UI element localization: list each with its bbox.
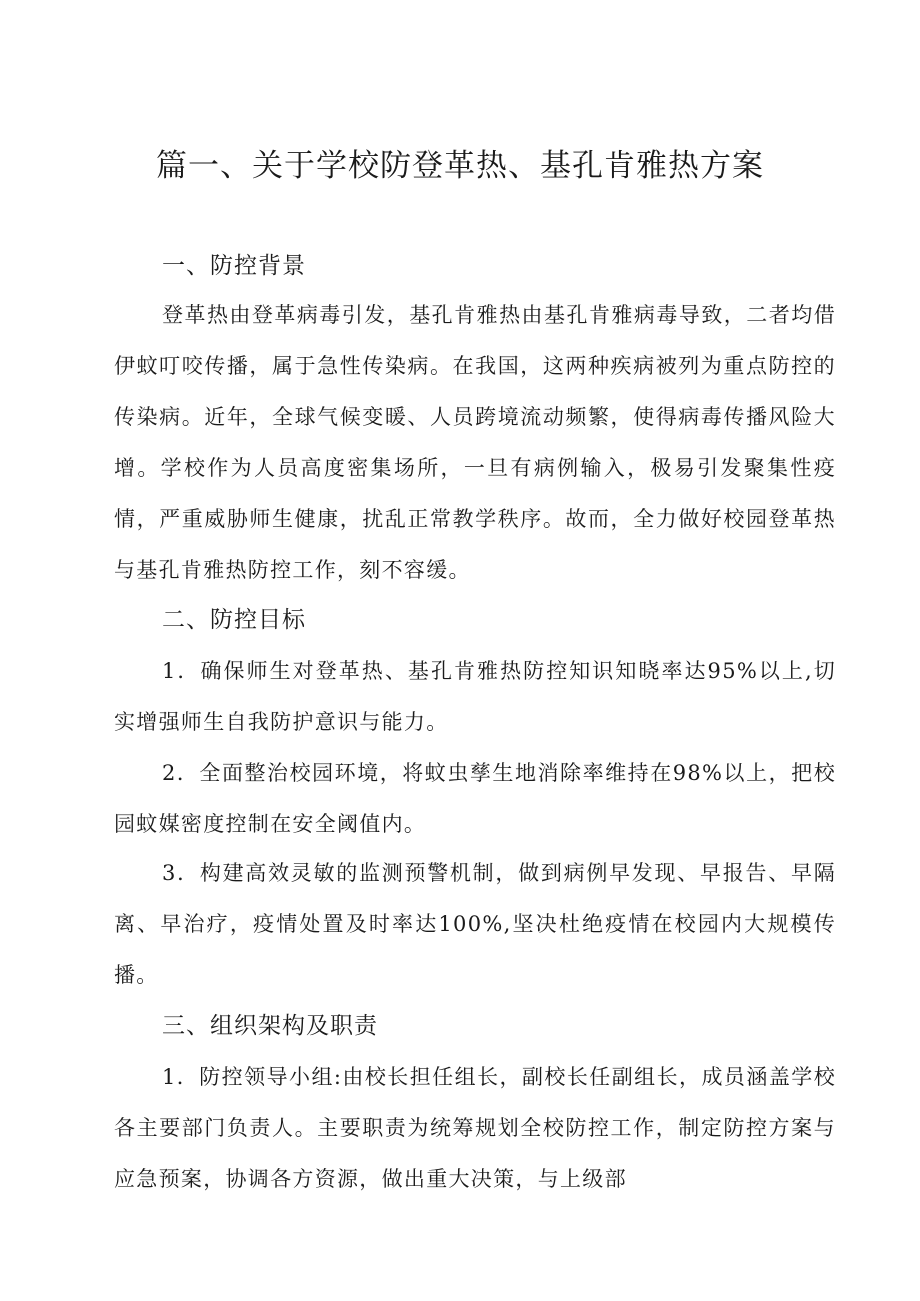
goal-item-2: 2．全面整治校园环境，将蚊虫孳生地消除率维持在98%以上，把校园蚊媒密度控制在安全阈值内。: [114, 761, 836, 836]
organization-item-1: 1．防控领导小组:由校长担任组长，副校长任副组长，成员涵盖学校各主要部门负责人。主要职责为统筹规划全校防控工作，制定防控方案与应急预案，协调各方资源，做出重大决策，与上级部: [114, 1065, 836, 1191]
section-heading-organization: 三、组织架构及职责: [162, 1013, 378, 1039]
goal-item-3: 3．构建高效灵敏的监测预警机制，做到病例早发现、早报告、早隔离、早治疗，疫情处置及时率达100%,坚决杜绝疫情在校园内大规模传播。: [114, 861, 836, 987]
background-paragraph: 登革热由登革病毒引发，基孔肯雅热由基孔肯雅病毒导致，二者均借伊蚊叮咬传播，属于急性传染病。在我国，这两种疾病被列为重点防控的传染病。近年，全球气候变暖、人员跨境流动频繁，使得病毒传播风险大增。学校作为人员高度密集场所，一旦有病例输入，极易引发聚集性疫情，严重威胁师生健康，扰乱正常教学秩序。故而，全力做好校园登革热与基孔肯雅热防控工作，刻不容缓。: [114, 303, 836, 582]
goal-item-1: 1．确保师生对登革热、基孔肯雅热防控知识知晓率达95%以上,切实增强师生自我防护意识与能力。: [114, 659, 836, 734]
document-title: 篇一、关于学校防登革热、基孔肯雅热方案: [156, 148, 764, 184]
section-heading-goals: 二、防控目标: [162, 607, 306, 633]
section-heading-background: 一、防控背景: [162, 253, 306, 279]
